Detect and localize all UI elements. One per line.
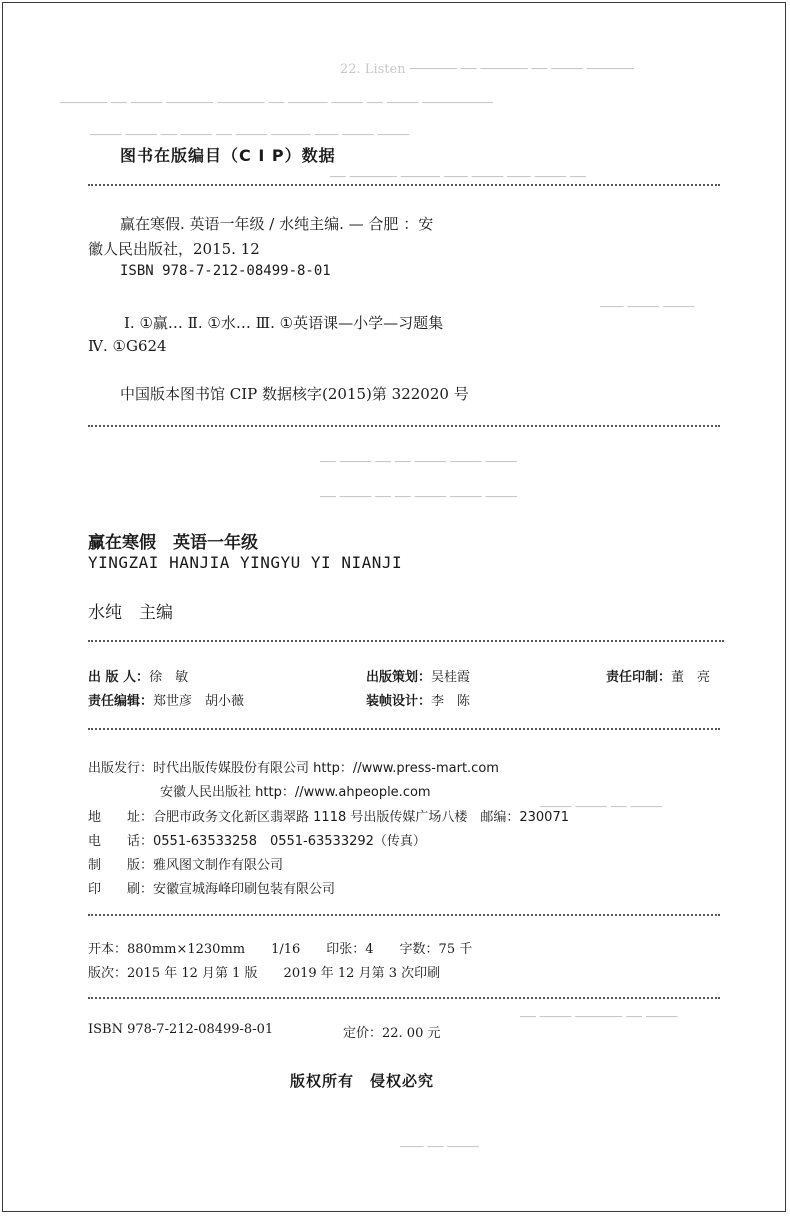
book-title-pinyin: YINGZAI HANJIA YINGYU YI NIANJI <box>88 553 403 572</box>
cip-entry-line: 赢在寒假. 英语一年级 / 水纯主编. — 合肥 ：安 <box>120 215 434 233</box>
credit-value: 董 亮 <box>671 670 711 685</box>
pub-value: 合肥市政务文化新区翡翠路 1118 号出版传媒广场八楼 邮编：230071 <box>153 810 569 825</box>
credit-label: 装帧设计： <box>366 694 432 709</box>
bleed-through-text: ─── ──── ──── <box>600 300 695 315</box>
cip-entry-line: 徽人民出版社，2015. 12 <box>88 240 260 258</box>
format-specs: 开本：880mm×1230mm 1/16 印张：4 字数：75 千 <box>88 942 473 957</box>
cip-classification: Ⅳ. ①G624 <box>88 337 167 355</box>
pub-label: 电 话： <box>88 834 154 849</box>
pub-label: 制 版： <box>88 858 154 873</box>
credit-value: 李 陈 <box>431 694 471 709</box>
pub-label: 印 刷： <box>88 882 154 897</box>
chief-editor: 水纯 主编 <box>88 603 173 623</box>
pub-value: 时代出版传媒股份有限公司 http：//www.press-mart.com <box>153 761 499 776</box>
cip-title: 图书在版编目（C I P）数据 <box>120 146 336 165</box>
credit-label: 责任编辑： <box>88 694 154 709</box>
bleed-through-text: ── ──── ── ── ──── ──── ──── <box>320 455 517 470</box>
credit-value: 吴桂霞 <box>431 670 471 685</box>
pub-label: 地 址： <box>88 810 154 825</box>
credit-label: 责任印制： <box>606 670 672 685</box>
edition-info: 版次：2015 年 12 月第 1 版 2019 年 12 月第 3 次印刷 <box>88 966 441 981</box>
credit-editors <box>88 690 244 709</box>
credit-value: 徐 敏 <box>149 670 189 685</box>
book-title: 赢在寒假 英语一年级 <box>88 533 258 553</box>
divider <box>88 425 720 427</box>
distributor <box>88 757 499 776</box>
credit-value: 郑世彦 胡小薇 <box>153 694 245 709</box>
printer <box>88 878 335 897</box>
bleed-through-text: 22. Listen ────── ── ────── ── ──── ────── <box>340 62 634 77</box>
bleed-through-text: ──── ──── ── ──── <box>540 800 662 815</box>
pub-label: 出版发行： <box>88 761 154 776</box>
price: 定价：22. 00 元 <box>343 1026 441 1041</box>
credit-label: 出版策划： <box>366 670 432 685</box>
distributor-secondary: 安徽人民出版社 http：//www.ahpeople.com <box>160 785 431 800</box>
credit-print-manager <box>606 666 710 685</box>
divider <box>88 640 724 642</box>
bleed-through-text: ── ──── ────── ── ──── <box>520 1010 678 1025</box>
isbn: ISBN 978-7-212-08499-8-01 <box>88 1022 274 1037</box>
bleed-through-text: ─── ── ──── <box>400 1140 479 1155</box>
bleed-through-text: ── ──── ── ── ──── ──── ──── <box>320 490 517 505</box>
cip-verification: 中国版本图书馆 CIP 数据核字(2015)第 322020 号 <box>120 385 469 403</box>
credit-publisher <box>88 666 188 685</box>
pub-value: 安徽宣城海峰印刷包装有限公司 <box>153 882 336 897</box>
credit-designer <box>366 690 470 709</box>
divider <box>88 997 720 999</box>
address <box>88 806 569 825</box>
cip-isbn: ISBN 978-7-212-08499-8-01 <box>120 263 331 279</box>
typesetter <box>88 854 283 873</box>
divider <box>88 728 720 730</box>
pub-value: 0551-63533258 0551-63533292（传真） <box>153 834 426 849</box>
divider <box>88 914 720 916</box>
pub-value: 雅风图文制作有限公司 <box>153 858 284 873</box>
credit-label: 出 版 人： <box>88 670 150 685</box>
bleed-through-text: ────── ── ──── ────── ────── ── ───── ──── ── ──── ───────── <box>60 96 493 111</box>
cip-classification: Ⅰ. ①赢… Ⅱ. ①水… Ⅲ. ①英语课—小学—习题集 <box>124 314 444 332</box>
divider <box>88 184 720 186</box>
phone <box>88 830 426 849</box>
credit-planner <box>366 666 470 685</box>
copyright-notice: 版权所有 侵权必究 <box>290 1072 435 1090</box>
bleed-through-text: ── ────── ───── ─── ──── ─── ──── ── <box>330 170 586 185</box>
bleed-through-text: ──── ──── ── ──── ── ──── ───── ─── ──── ──── <box>90 128 409 143</box>
